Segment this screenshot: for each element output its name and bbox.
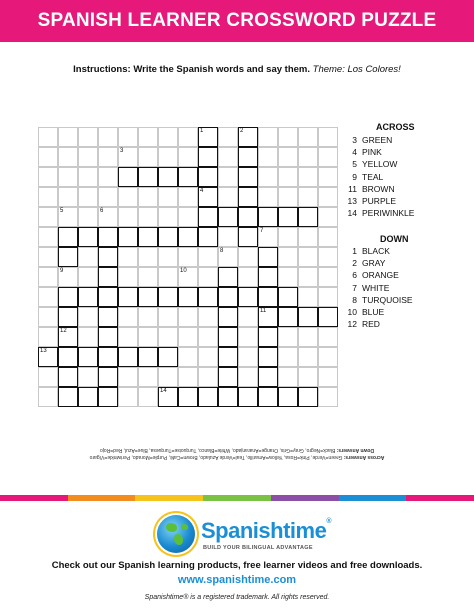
stripe-segment (135, 495, 203, 501)
background-cell (38, 387, 58, 407)
background-cell (238, 307, 258, 327)
answer-cell[interactable] (98, 267, 118, 287)
answer-cell[interactable] (158, 287, 178, 307)
background-cell (218, 247, 238, 267)
answer-cell[interactable] (138, 167, 158, 187)
answer-cell[interactable] (198, 167, 218, 187)
background-cell (318, 207, 338, 227)
background-cell (38, 247, 58, 267)
background-cell (318, 387, 338, 407)
clue-number: 2 (352, 258, 357, 269)
answer-cell[interactable] (258, 367, 278, 387)
background-cell (38, 287, 58, 307)
clue-number: 8 (220, 248, 224, 254)
background-cell (278, 347, 298, 367)
clue-word: WHITE (362, 282, 390, 293)
background-cell (118, 127, 138, 147)
background-cell (78, 167, 98, 187)
across-clue (343, 159, 397, 169)
background-cell (118, 187, 138, 207)
background-cell (318, 327, 338, 347)
background-cell (118, 387, 138, 407)
background-cell (158, 207, 178, 227)
background-cell (198, 367, 218, 387)
background-cell (138, 247, 158, 267)
background-cell (218, 147, 238, 167)
answer-cell[interactable] (138, 227, 158, 247)
clue-number: 14 (347, 208, 357, 219)
background-cell (258, 127, 278, 147)
down-clue (343, 283, 389, 293)
background-cell (278, 267, 298, 287)
background-cell (258, 227, 278, 247)
background-cell (178, 267, 198, 287)
stripe-segment (0, 495, 68, 501)
answer-cell[interactable] (258, 247, 278, 267)
background-cell (158, 307, 178, 327)
answer-cell[interactable] (218, 367, 238, 387)
answer-cell[interactable] (218, 287, 238, 307)
answer-cell[interactable] (58, 327, 78, 347)
call-to-action: Check out our Spanish learning products, free learner videos and free downloads. (51, 560, 423, 571)
answer-cell[interactable] (98, 327, 118, 347)
clue-word: RED (362, 319, 380, 330)
background-cell (98, 187, 118, 207)
answer-cell[interactable] (138, 347, 158, 367)
spanishtime-logo[interactable] (157, 515, 331, 557)
answer-cell[interactable] (38, 347, 58, 367)
background-cell (198, 307, 218, 327)
answer-cell[interactable] (178, 287, 198, 307)
clue-number: 12 (60, 328, 67, 334)
background-cell (278, 127, 298, 147)
answer-cell[interactable] (238, 387, 258, 407)
background-cell (298, 127, 318, 147)
answer-cell[interactable] (98, 387, 118, 407)
instructions (0, 64, 474, 75)
background-cell (178, 247, 198, 267)
background-cell (238, 247, 258, 267)
background-cell (298, 147, 318, 167)
across-clue (343, 196, 396, 206)
answer-cell[interactable] (298, 307, 318, 327)
trademark-notice: Spanishtime® is a registered trademark. All rights reserved. (144, 594, 330, 601)
background-cell (178, 367, 198, 387)
clue-word: BROWN (362, 183, 395, 194)
background-cell (78, 367, 98, 387)
background-cell (58, 267, 78, 287)
background-cell (238, 267, 258, 287)
answer-cell[interactable] (158, 227, 178, 247)
answer-cell[interactable] (118, 167, 138, 187)
background-cell (138, 267, 158, 287)
across-answers-label: Across Answers: (343, 454, 385, 460)
background-cell (298, 267, 318, 287)
across-clue (343, 147, 382, 157)
down-clue (343, 246, 390, 256)
across-heading: ACROSS (376, 122, 415, 132)
background-cell (118, 267, 138, 287)
brand-tagline: BUILD YOUR BILINGUAL ADVANTAGE (203, 545, 313, 551)
background-cell (58, 127, 78, 147)
answer-cell[interactable] (258, 327, 278, 347)
answer-cell[interactable] (58, 347, 78, 367)
background-cell (298, 247, 318, 267)
background-cell (178, 347, 198, 367)
background-cell (38, 207, 58, 227)
answer-cell[interactable] (218, 267, 238, 287)
background-cell (98, 127, 118, 147)
background-cell (158, 187, 178, 207)
background-cell (318, 247, 338, 267)
background-cell (238, 327, 258, 347)
background-cell (158, 247, 178, 267)
answer-cell[interactable] (258, 387, 278, 407)
background-cell (118, 247, 138, 267)
answer-cell[interactable] (318, 307, 338, 327)
background-cell (98, 207, 118, 227)
answer-cell[interactable] (278, 387, 298, 407)
background-cell (38, 327, 58, 347)
answer-cell[interactable] (178, 167, 198, 187)
background-cell (318, 347, 338, 367)
background-cell (158, 327, 178, 347)
title-banner (0, 0, 474, 42)
answer-cell[interactable] (178, 387, 198, 407)
background-cell (218, 187, 238, 207)
down-clue (343, 319, 380, 329)
down-answers: Black=Negro, Gray=Gris, Orange=Anaranjado, White=Blanco, Turquoise=Turquesa, Blue=Azul, Red=Rojo (99, 447, 336, 453)
background-cell (278, 227, 298, 247)
background-cell (198, 347, 218, 367)
answer-cell[interactable] (98, 307, 118, 327)
background-cell (98, 167, 118, 187)
answer-cell[interactable] (58, 227, 78, 247)
background-cell (138, 327, 158, 347)
answer-cell[interactable] (258, 307, 278, 327)
clue-word: PURPLE (362, 196, 397, 206)
answer-cell[interactable] (98, 287, 118, 307)
background-cell (38, 147, 58, 167)
background-cell (278, 247, 298, 267)
down-clue (343, 295, 413, 305)
clue-word: PINK (362, 147, 382, 158)
clue-number: 9 (352, 171, 357, 182)
answer-cell[interactable] (58, 387, 78, 407)
background-cell (278, 147, 298, 167)
answer-cell[interactable] (58, 287, 78, 307)
answer-cell[interactable] (98, 367, 118, 387)
across-clue (343, 184, 395, 194)
background-cell (38, 127, 58, 147)
answer-cell[interactable] (298, 207, 318, 227)
background-cell (278, 167, 298, 187)
answer-cell[interactable] (138, 287, 158, 307)
background-cell (178, 127, 198, 147)
answer-cell[interactable] (78, 387, 98, 407)
answer-cell[interactable] (218, 347, 238, 367)
background-cell (138, 207, 158, 227)
clue-number: 5 (60, 208, 64, 214)
clue-word: ORANGE (362, 270, 399, 281)
background-cell (258, 147, 278, 167)
instructions-text: Instructions: Write the Spanish words and say them. (73, 64, 310, 75)
answer-cell[interactable] (278, 307, 298, 327)
stripe-segment (203, 495, 271, 501)
answer-cell[interactable] (278, 207, 298, 227)
clue-number: 10 (347, 307, 357, 317)
clue-word: GRAY (362, 258, 386, 269)
clue-number: 1 (352, 246, 357, 256)
clue-number: 5 (352, 159, 357, 170)
background-cell (58, 207, 78, 227)
answer-cell[interactable] (218, 307, 238, 327)
stripe-segment (406, 495, 474, 501)
background-cell (318, 127, 338, 147)
background-cell (218, 227, 238, 247)
background-cell (298, 187, 318, 207)
answer-cell[interactable] (258, 287, 278, 307)
background-cell (198, 327, 218, 347)
background-cell (218, 127, 238, 147)
background-cell (178, 307, 198, 327)
background-cell (278, 327, 298, 347)
across-clue (343, 135, 392, 145)
answer-cell[interactable] (158, 347, 178, 367)
background-cell (258, 167, 278, 187)
answer-cell[interactable] (238, 187, 258, 207)
clue-word: TEAL (362, 171, 384, 182)
stripe-segment (271, 495, 339, 501)
answer-cell[interactable] (78, 287, 98, 307)
clue-number: 11 (348, 183, 357, 194)
background-cell (138, 147, 158, 167)
background-cell (278, 367, 298, 387)
background-cell (38, 307, 58, 327)
across-clue (343, 208, 414, 218)
background-cell (298, 287, 318, 307)
background-cell (118, 147, 138, 167)
clue-number: 7 (260, 228, 264, 234)
background-cell (198, 247, 218, 267)
clue-number: 6 (100, 208, 104, 214)
background-cell (118, 207, 138, 227)
color-stripe (0, 495, 474, 501)
stripe-segment (339, 495, 407, 501)
answer-cell[interactable] (298, 387, 318, 407)
background-cell (78, 187, 98, 207)
answer-cell[interactable] (198, 207, 218, 227)
background-cell (238, 367, 258, 387)
background-cell (318, 167, 338, 187)
clue-number: 11 (260, 308, 267, 314)
down-heading: DOWN (380, 234, 409, 244)
answer-cell[interactable] (98, 227, 118, 247)
background-cell (78, 247, 98, 267)
clue-word: YELLOW (362, 159, 398, 170)
background-cell (178, 207, 198, 227)
across-clue (343, 172, 383, 182)
background-cell (318, 187, 338, 207)
answer-cell[interactable] (98, 347, 118, 367)
answer-key (0, 446, 474, 460)
background-cell (38, 267, 58, 287)
background-cell (38, 167, 58, 187)
background-cell (138, 387, 158, 407)
clue-word: GREEN (362, 135, 393, 145)
theme-text: Theme: Los Colores! (312, 64, 401, 75)
background-cell (158, 127, 178, 147)
background-cell (78, 147, 98, 167)
down-clue (343, 270, 399, 280)
answer-cell[interactable] (78, 227, 98, 247)
clue-number: 4 (352, 147, 357, 158)
answer-cell[interactable] (198, 227, 218, 247)
background-cell (238, 347, 258, 367)
clue-number: 2 (240, 128, 244, 134)
page-title: SPANISH LEARNER CROSSWORD PUZZLE (37, 10, 437, 31)
clue-number: 13 (40, 348, 47, 354)
answer-cell[interactable] (218, 327, 238, 347)
answer-cell[interactable] (198, 287, 218, 307)
answer-cell[interactable] (278, 287, 298, 307)
background-cell (318, 367, 338, 387)
answer-cell[interactable] (238, 227, 258, 247)
answer-cell[interactable] (58, 367, 78, 387)
background-cell (218, 167, 238, 187)
background-cell (98, 147, 118, 167)
answer-cell[interactable] (198, 147, 218, 167)
answer-cell[interactable] (238, 207, 258, 227)
answer-cell[interactable] (238, 127, 258, 147)
down-answers-label: Down Answers: (336, 447, 375, 453)
background-cell (178, 327, 198, 347)
answer-cell[interactable] (218, 387, 238, 407)
clue-word: TURQUOISE (362, 294, 413, 305)
clue-number: 10 (180, 268, 187, 274)
background-cell (138, 367, 158, 387)
clue-word: PERIWINKLE (362, 208, 415, 219)
clue-number: 7 (352, 282, 357, 293)
background-cell (158, 367, 178, 387)
clue-number: 1 (200, 128, 204, 134)
answer-cell[interactable] (178, 227, 198, 247)
background-cell (58, 147, 78, 167)
clue-number: 12 (347, 319, 357, 330)
background-cell (38, 367, 58, 387)
clue-number: 4 (200, 188, 204, 194)
background-cell (318, 227, 338, 247)
answer-cell[interactable] (238, 167, 258, 187)
background-cell (298, 347, 318, 367)
answer-cell[interactable] (118, 227, 138, 247)
answer-cell[interactable] (238, 147, 258, 167)
answer-cell[interactable] (198, 127, 218, 147)
answer-cell[interactable] (98, 247, 118, 267)
background-cell (138, 127, 158, 147)
background-cell (298, 227, 318, 247)
answer-cell[interactable] (118, 287, 138, 307)
answer-cell[interactable] (258, 267, 278, 287)
background-cell (258, 187, 278, 207)
clue-number: 13 (347, 196, 357, 206)
background-cell (38, 187, 58, 207)
background-cell (118, 307, 138, 327)
background-cell (138, 307, 158, 327)
background-cell (78, 267, 98, 287)
answer-cell[interactable] (58, 307, 78, 327)
answer-cell[interactable] (218, 207, 238, 227)
background-cell (78, 327, 98, 347)
background-cell (58, 167, 78, 187)
down-clue (343, 307, 384, 317)
answer-cell[interactable] (198, 187, 218, 207)
clue-number: 14 (160, 388, 167, 394)
answer-cell[interactable] (258, 207, 278, 227)
background-cell (118, 367, 138, 387)
clue-word: BLACK (362, 246, 390, 256)
background-cell (78, 207, 98, 227)
background-cell (318, 287, 338, 307)
clue-number: 8 (352, 294, 357, 305)
answer-cell[interactable] (78, 347, 98, 367)
clue-number: 6 (352, 270, 357, 281)
answer-cell[interactable] (258, 347, 278, 367)
background-cell (178, 147, 198, 167)
background-cell (298, 367, 318, 387)
across-answers: Green=Verde, Pink=Rosa, Yellow=Amarillo, Teal=Verde Azulado, Brown=Café, Purple=Morado, Periwinkle=Vígaro (89, 454, 343, 460)
background-cell (278, 187, 298, 207)
stripe-segment (68, 495, 136, 501)
answer-cell[interactable] (158, 167, 178, 187)
website-link[interactable]: www.spanishtime.com (177, 574, 297, 586)
answer-cell[interactable] (198, 387, 218, 407)
background-cell (318, 267, 338, 287)
background-cell (178, 187, 198, 207)
clue-number: 3 (120, 148, 124, 154)
down-clue (343, 258, 385, 268)
background-cell (118, 327, 138, 347)
background-cell (158, 267, 178, 287)
answer-cell[interactable] (58, 247, 78, 267)
clue-number: 9 (60, 268, 64, 274)
answer-cell[interactable] (158, 387, 178, 407)
clue-word: BLUE (362, 307, 385, 317)
background-cell (298, 327, 318, 347)
background-cell (78, 307, 98, 327)
background-cell (78, 127, 98, 147)
answer-cell[interactable] (238, 287, 258, 307)
background-cell (138, 187, 158, 207)
background-cell (158, 147, 178, 167)
globe-icon (157, 515, 195, 553)
background-cell (318, 147, 338, 167)
background-cell (298, 167, 318, 187)
background-cell (38, 227, 58, 247)
background-cell (198, 267, 218, 287)
brand-name: Spanishtime® (201, 518, 331, 543)
answer-cell[interactable] (118, 347, 138, 367)
background-cell (58, 187, 78, 207)
clue-number: 3 (352, 135, 357, 145)
